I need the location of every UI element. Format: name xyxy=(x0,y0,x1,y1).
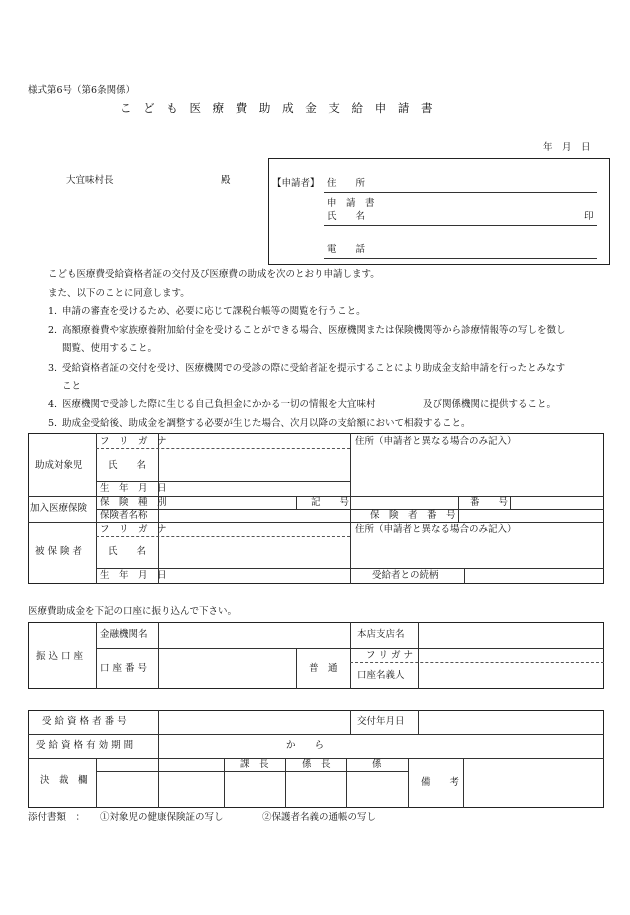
account-type-label: 普 通 xyxy=(309,663,338,674)
applicant-word: 申 請 書 xyxy=(327,198,375,209)
insurance-type-label: 保 険 種 別 xyxy=(100,497,167,508)
consent-item: 閲覧、使用すること。 xyxy=(62,343,158,354)
issue-date-label: 交付年月日 xyxy=(357,716,405,727)
page-title: こ ど も 医 療 費 助 成 金 支 給 申 請 書 xyxy=(120,101,437,115)
kigo-label: 記 号 xyxy=(311,497,350,508)
applicant-address-line[interactable] xyxy=(324,192,597,193)
consent-item: 2. 高額療養費や家族療養附加給付金を受けることができる場合、医療機関または保険機関等から診療情報等の写しを徴し xyxy=(48,325,566,336)
applicant-address-label: 住 所 xyxy=(327,178,366,189)
valid-period-label: 受 給 資 格 有 効 期 間 xyxy=(36,740,134,751)
cert-number-label: 受 給 資 格 者 番 号 xyxy=(42,716,127,727)
bank-intro: 医療費助成金を下記の口座に振り込んで下さい。 xyxy=(28,606,238,617)
bank-label: 振 込 口 座 xyxy=(36,651,84,662)
insured-name-label: 氏 名 xyxy=(108,546,147,557)
applicant-box xyxy=(268,158,610,265)
consent-item: こと xyxy=(62,381,82,392)
child-furigana-label: フ リ ガ ナ xyxy=(100,436,167,447)
bank-name-label: 金融機関名 xyxy=(100,629,148,640)
kacho-label: 課 長 xyxy=(240,759,269,770)
form-number: 様式第6号（第6条関係） xyxy=(28,85,136,96)
branch-label: 本店支店名 xyxy=(357,629,405,640)
insurer-number-label: 保 険 者 番 号 xyxy=(370,510,456,521)
kakari-label: 係 xyxy=(372,759,382,770)
consent-item: 4. 医療機関で受診した際に生じる自己負担金にかかる一切の情報を大宜味村 及び関係機関に提供すること。 xyxy=(48,399,557,410)
attach-item-2: ②保護者名義の通帳の写し xyxy=(262,812,377,823)
child-birth-label: 生 年 月 日 xyxy=(100,483,167,494)
attach-label: 添付書類 ： xyxy=(28,812,86,823)
applicant-name-line[interactable] xyxy=(324,225,597,226)
kara-label: か ら xyxy=(286,740,325,751)
intro-line-1: こども医療費受給資格者証の交付及び医療費の助成を次のとおり申請します。 xyxy=(48,269,380,280)
insurance-label: 加入医療保険 xyxy=(30,503,88,514)
consent-item: 5. 助成金受給後、助成金を調整する必要が生じた場合、次月以降の支給額において相殺すること。 xyxy=(48,418,471,429)
relation-label: 受給者との続柄 xyxy=(372,570,439,581)
applicant-phone-label: 電 話 xyxy=(327,244,366,255)
applicant-phone-line[interactable] xyxy=(324,258,597,259)
biko-label: 備 考 xyxy=(421,777,460,788)
applicant-bracket: 【申請者】 xyxy=(272,178,320,189)
consent-item: 3. 受給資格者証の交付を受け、医療機関での受診の際に受給者証を提示することにより助成金支給申請を行ったとみなす xyxy=(48,363,566,374)
insured-birth-label: 生 年 月 日 xyxy=(100,570,167,581)
attach-item-1: ①対象児の健康保険証の写し xyxy=(100,812,224,823)
account-number-label: 口 座 番 号 xyxy=(100,663,148,674)
honorific: 殿 xyxy=(221,175,231,186)
insured-address-note: 住所（申請者と異なる場合のみ記入） xyxy=(355,524,517,535)
holder-furigana-label: フ リ ガ ナ xyxy=(366,650,414,661)
kakaricho-label: 係 長 xyxy=(302,759,331,770)
applicant-name-label: 氏 名 xyxy=(327,211,366,222)
insurer-name-label: 保険者名称 xyxy=(100,510,148,521)
insured-furigana-label: フ リ ガ ナ xyxy=(100,524,167,535)
consent-item: 1. 申請の審査を受けるため、必要に応じて課税台帳等の閲覧を行うこと。 xyxy=(48,306,366,317)
addressee: 大宜味村長 xyxy=(66,175,114,186)
child-name-label: 氏 名 xyxy=(108,460,147,471)
holder-label: 口座名義人 xyxy=(357,670,405,681)
insured-label: 被 保 険 者 xyxy=(35,546,83,557)
intro-line-2: また、以下のことに同意します。 xyxy=(48,288,190,299)
decision-label: 決 裁 欄 xyxy=(40,775,88,786)
seal-mark: 印 xyxy=(584,211,594,222)
child-address-note: 住所（申請者と異なる場合のみ記入） xyxy=(355,436,517,447)
date-label: 年 月 日 xyxy=(543,142,591,153)
bango-label: 番 号 xyxy=(470,497,509,508)
child-label: 助成対象児 xyxy=(35,460,83,471)
